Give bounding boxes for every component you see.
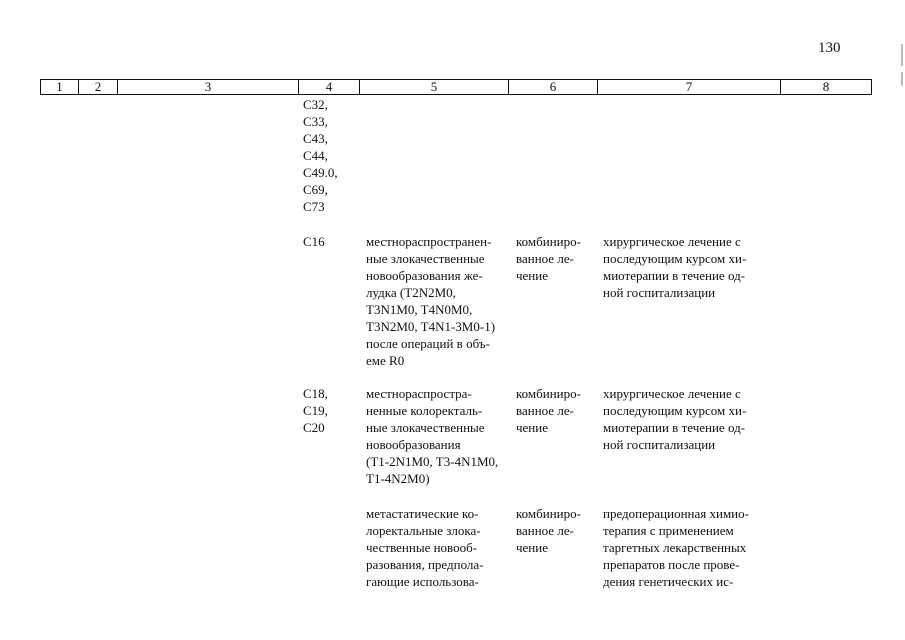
column-number: 2 (79, 80, 118, 95)
icd-code: C20 (303, 420, 325, 435)
treatment-line: предоперационная химио- (603, 506, 749, 521)
treatment-line: препаратов после прове- (603, 557, 740, 572)
row-2-treatment (603, 385, 776, 453)
diagnosis-line: после операций в объ- (366, 336, 490, 351)
diagnosis-line: разования, предпола- (366, 557, 484, 572)
column-number: 5 (360, 80, 509, 95)
column-number: 7 (598, 80, 781, 95)
icd-code: C44, (303, 148, 328, 163)
diagnosis-line: T1-4N2M0) (366, 471, 430, 486)
row-1-codes (303, 233, 358, 250)
diagnosis-line: гающие использова- (366, 574, 479, 589)
row-1-diagnosis (366, 233, 507, 369)
treatment-line: хирургическое лечение с (603, 234, 741, 249)
diagnosis-line: лоректальные злока- (366, 523, 481, 538)
row-2-model (516, 385, 593, 436)
icd-code: C43, (303, 131, 328, 146)
row-3-diagnosis (366, 505, 507, 590)
column-number: 1 (41, 80, 79, 95)
icd-code: C69, (303, 182, 328, 197)
column-number: 6 (509, 80, 598, 95)
model-line: ванное ле- (516, 403, 574, 418)
diagnosis-line: новообразования (366, 437, 461, 452)
column-number: 3 (118, 80, 299, 95)
diagnosis-line: местнораспростра- (366, 386, 472, 401)
model-line: ванное ле- (516, 523, 574, 538)
treatment-line: ной госпитализации (603, 285, 716, 300)
model-line: комбиниро- (516, 506, 581, 521)
icd-code: C19, (303, 403, 328, 418)
scan-edge-mark (901, 44, 903, 66)
treatment-line: ной госпитализации (603, 437, 716, 452)
column-number: 8 (781, 80, 872, 95)
treatment-line: миотерапии в течение од- (603, 420, 746, 435)
model-line: комбиниро- (516, 234, 581, 249)
row-2-codes (303, 385, 358, 436)
column-number-header (40, 79, 872, 95)
treatment-line: таргетных лекарственных (603, 540, 747, 555)
treatment-line: терапия с применением (603, 523, 734, 538)
page-number: 130 (818, 40, 841, 56)
diagnosis-line: ные злокачественные (366, 251, 485, 266)
model-line: ванное ле- (516, 251, 574, 266)
icd-code: C16 (303, 234, 325, 249)
diagnosis-line: метастатические ко- (366, 506, 479, 521)
row-3-treatment (603, 505, 776, 590)
icd-code: C73 (303, 199, 325, 214)
icd-code: C18, (303, 386, 328, 401)
diagnosis-line: новообразования же- (366, 268, 483, 283)
model-line: чение (516, 420, 548, 435)
model-line: комбиниро- (516, 386, 581, 401)
treatment-line: последующим курсом хи- (603, 251, 747, 266)
diagnosis-line: чественные новооб- (366, 540, 478, 555)
diagnosis-line: ные злокачественные (366, 420, 485, 435)
top-codes (303, 96, 358, 215)
treatment-line: дения генетических ис- (603, 574, 734, 589)
diagnosis-line: ненные колоректаль- (366, 403, 483, 418)
diagnosis-line: еме R0 (366, 353, 405, 368)
row-3-model (516, 505, 593, 556)
treatment-line: последующим курсом хи- (603, 403, 747, 418)
diagnosis-line: (T1-2N1M0, T3-4N1M0, (366, 454, 499, 469)
diagnosis-line: лудка (T2N2M0, (366, 285, 456, 300)
model-line: чение (516, 268, 548, 283)
icd-code: C33, (303, 114, 328, 129)
model-line: чение (516, 540, 548, 555)
diagnosis-line: T3N1M0, T4N0M0, (366, 302, 473, 317)
diagnosis-line: T3N2M0, T4N1-3M0-1) (366, 319, 496, 334)
row-2-diagnosis (366, 385, 507, 487)
row-1-treatment (603, 233, 776, 301)
treatment-line: хирургическое лечение с (603, 386, 741, 401)
icd-code: C32, (303, 97, 328, 112)
icd-code: C49.0, (303, 165, 338, 180)
column-number: 4 (299, 80, 360, 95)
row-1-model (516, 233, 593, 284)
scan-edge-mark (901, 72, 903, 86)
treatment-line: миотерапии в течение од- (603, 268, 746, 283)
diagnosis-line: местнораспространен- (366, 234, 492, 249)
